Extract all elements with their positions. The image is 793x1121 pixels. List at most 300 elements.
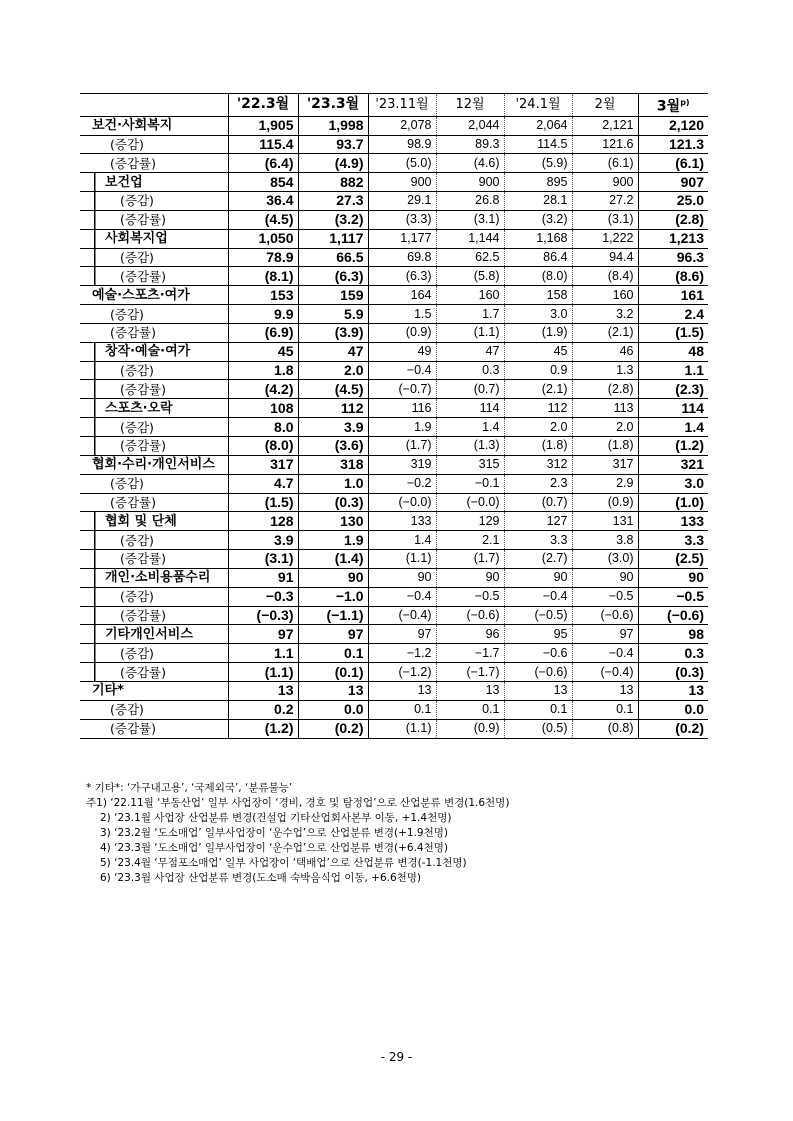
value-cell: (5.8) [436, 267, 504, 286]
value-cell: 1.9 [298, 531, 368, 550]
header-cell [298, 94, 368, 117]
row-label: (증감률) [80, 493, 228, 512]
value-cell: (−0.6) [572, 606, 638, 625]
value-cell: −0.5 [436, 587, 504, 606]
value-cell: 1.5 [368, 305, 436, 324]
footnote-line: 주1) ‘22.11월 ‘부동산업’ 일부 사업장이 ‘경비, 경호 및 탐정업’으로 산업분류 변경(1.6천명) [86, 797, 510, 809]
row-label: (증감) [80, 248, 228, 267]
row-label: (증감) [80, 700, 228, 719]
value-cell: 97 [368, 625, 436, 644]
table-row [80, 587, 708, 606]
table-row [80, 550, 708, 569]
value-cell: 95 [504, 625, 572, 644]
value-cell: (0.7) [504, 493, 572, 512]
value-cell: 2.1 [436, 531, 504, 550]
value-cell: 116 [368, 399, 436, 418]
value-cell: (1.9) [504, 323, 572, 342]
header-label: '24.1월 [515, 97, 561, 113]
value-cell: 1,222 [572, 229, 638, 248]
value-cell: 114.5 [504, 135, 572, 154]
value-cell: −0.4 [572, 644, 638, 663]
value-cell: 90 [368, 568, 436, 587]
row-label: (증감) [80, 418, 228, 437]
value-cell: (2.1) [572, 323, 638, 342]
value-cell: 9.9 [228, 305, 298, 324]
value-cell: (−0.7) [368, 380, 436, 399]
value-cell: (1.2) [638, 437, 708, 456]
row-label: 기타* [80, 681, 228, 700]
table-row [80, 493, 708, 512]
value-cell: (8.4) [572, 267, 638, 286]
value-cell: (1.3) [436, 437, 504, 456]
value-cell: 1.0 [298, 474, 368, 493]
value-cell: 1.4 [368, 531, 436, 550]
value-cell: 97 [298, 625, 368, 644]
value-cell: (−0.6) [436, 606, 504, 625]
table-row [80, 418, 708, 437]
value-cell: 2.0 [504, 418, 572, 437]
value-cell: (−0.0) [368, 493, 436, 512]
value-cell: 1,998 [298, 116, 368, 135]
row-label: (증감률) [80, 719, 228, 738]
value-cell: (2.8) [638, 210, 708, 229]
value-cell: 907 [638, 173, 708, 192]
row-label: (증감률) [80, 550, 228, 569]
value-cell: 112 [504, 399, 572, 418]
value-cell: (6.9) [228, 323, 298, 342]
value-cell: 321 [638, 455, 708, 474]
value-cell: (−0.4) [368, 606, 436, 625]
value-cell: 108 [228, 399, 298, 418]
value-cell: 3.0 [504, 305, 572, 324]
header-label: 2월 [594, 97, 616, 113]
table-row [80, 248, 708, 267]
value-cell: 27.2 [572, 192, 638, 211]
value-cell: 318 [298, 455, 368, 474]
table-row [80, 644, 708, 663]
row-label: 보건업 [80, 173, 228, 192]
value-cell: 315 [436, 455, 504, 474]
value-cell: 2.0 [298, 361, 368, 380]
value-cell: 1,177 [368, 229, 436, 248]
value-cell: 89.3 [436, 135, 504, 154]
value-cell: 98 [638, 625, 708, 644]
value-cell: (0.2) [298, 719, 368, 738]
value-cell: (0.2) [638, 719, 708, 738]
value-cell: (4.2) [228, 380, 298, 399]
value-cell: (2.7) [504, 550, 572, 569]
value-cell: 13 [228, 681, 298, 700]
value-cell: (0.5) [504, 719, 572, 738]
value-cell: 0.1 [368, 700, 436, 719]
value-cell: 91 [228, 568, 298, 587]
value-cell: 13 [504, 681, 572, 700]
value-cell: (0.9) [436, 719, 504, 738]
row-label: (증감) [80, 305, 228, 324]
value-cell: 47 [436, 342, 504, 361]
value-cell: (3.2) [298, 210, 368, 229]
footnote-line: 3) ‘23.2월 ‘도소매업’ 일부사업장이 ‘운수업’으로 산업분류 변경(+1.9천명) [100, 827, 448, 839]
table-row [80, 116, 708, 135]
value-cell: (0.3) [638, 663, 708, 682]
value-cell: 13 [298, 681, 368, 700]
value-cell: 1,117 [298, 229, 368, 248]
value-cell: −0.1 [436, 474, 504, 493]
value-cell: (4.9) [298, 154, 368, 173]
row-label: (증감률) [80, 267, 228, 286]
value-cell: −0.2 [368, 474, 436, 493]
value-cell: −0.3 [228, 587, 298, 606]
value-cell: −0.4 [368, 587, 436, 606]
value-cell: 121.6 [572, 135, 638, 154]
value-cell: 13 [638, 681, 708, 700]
value-cell: 2.0 [572, 418, 638, 437]
row-label: 기타개인서비스 [80, 625, 228, 644]
value-cell: 36.4 [228, 192, 298, 211]
value-cell: (−0.0) [436, 493, 504, 512]
value-cell: 130 [298, 512, 368, 531]
row-label: (증감률) [80, 663, 228, 682]
value-cell: 3.8 [572, 531, 638, 550]
value-cell: 900 [436, 173, 504, 192]
value-cell: 94.4 [572, 248, 638, 267]
table-row [80, 267, 708, 286]
value-cell: 128 [228, 512, 298, 531]
table-row [80, 380, 708, 399]
value-cell: 127 [504, 512, 572, 531]
value-cell: 48 [638, 342, 708, 361]
value-cell: (6.3) [298, 267, 368, 286]
value-cell: 5.9 [298, 305, 368, 324]
value-cell: 90 [504, 568, 572, 587]
row-label: (증감) [80, 192, 228, 211]
table-row [80, 700, 708, 719]
value-cell: (3.9) [298, 323, 368, 342]
value-cell: 113 [572, 399, 638, 418]
value-cell: −0.4 [368, 361, 436, 380]
value-cell: 1.4 [638, 418, 708, 437]
header-label: 12월 [455, 97, 485, 113]
value-cell: 160 [436, 286, 504, 305]
value-cell: −0.5 [572, 587, 638, 606]
value-cell: 2,078 [368, 116, 436, 135]
header-cell [572, 94, 638, 117]
table-row [80, 135, 708, 154]
value-cell: 27.3 [298, 192, 368, 211]
table-row [80, 192, 708, 211]
table-row [80, 531, 708, 550]
employment-table [80, 93, 708, 739]
value-cell: (0.9) [368, 323, 436, 342]
table-row [80, 286, 708, 305]
footnote-line: * 기타*: ‘가구내고용’, ‘국제외국’, ‘분류불능’ [86, 782, 293, 794]
value-cell: (8.1) [228, 267, 298, 286]
value-cell: 0.2 [228, 700, 298, 719]
value-cell: 0.1 [436, 700, 504, 719]
value-cell: 121.3 [638, 135, 708, 154]
value-cell: 2.4 [638, 305, 708, 324]
value-cell: (3.3) [368, 210, 436, 229]
row-label: 스포츠·오락 [80, 399, 228, 418]
value-cell: 854 [228, 173, 298, 192]
header-label: 3월 [656, 98, 681, 115]
value-cell: (6.3) [368, 267, 436, 286]
table-row [80, 399, 708, 418]
row-label: (증감) [80, 644, 228, 663]
row-label: (증감률) [80, 437, 228, 456]
header-label: '23.3월 [306, 96, 360, 113]
value-cell: 900 [368, 173, 436, 192]
value-cell: 28.1 [504, 192, 572, 211]
value-cell: 0.9 [504, 361, 572, 380]
value-cell: (−1.7) [436, 663, 504, 682]
value-cell: (2.3) [638, 380, 708, 399]
value-cell: (−0.5) [504, 606, 572, 625]
value-cell: 90 [298, 568, 368, 587]
value-cell: 1,905 [228, 116, 298, 135]
value-cell: (6.4) [228, 154, 298, 173]
value-cell: 1.9 [368, 418, 436, 437]
table-row [80, 512, 708, 531]
value-cell: 86.4 [504, 248, 572, 267]
table-row [80, 437, 708, 456]
value-cell: 45 [504, 342, 572, 361]
value-cell: (3.1) [436, 210, 504, 229]
value-cell: 1,168 [504, 229, 572, 248]
table-row [80, 455, 708, 474]
header-label: '22.3월 [236, 96, 290, 113]
value-cell: 882 [298, 173, 368, 192]
value-cell: 0.1 [298, 644, 368, 663]
value-cell: 25.0 [638, 192, 708, 211]
value-cell: (1.7) [368, 437, 436, 456]
value-cell: (1.8) [572, 437, 638, 456]
preliminary-mark: p) [680, 98, 690, 107]
value-cell: 3.3 [638, 531, 708, 550]
value-cell: (6.1) [638, 154, 708, 173]
value-cell: 13 [572, 681, 638, 700]
row-label: 사회복지업 [80, 229, 228, 248]
value-cell: 96 [436, 625, 504, 644]
value-cell: 2,121 [572, 116, 638, 135]
value-cell: 1.8 [228, 361, 298, 380]
value-cell: 164 [368, 286, 436, 305]
value-cell: (−1.2) [368, 663, 436, 682]
value-cell: 1.1 [228, 644, 298, 663]
header-label: '23.11월 [375, 97, 429, 113]
value-cell: 0.0 [298, 700, 368, 719]
page-number: - 29 - [380, 1050, 413, 1064]
value-cell: (3.0) [572, 550, 638, 569]
value-cell: 13 [368, 681, 436, 700]
value-cell: 3.9 [228, 531, 298, 550]
value-cell: 93.7 [298, 135, 368, 154]
value-cell: 3.9 [298, 418, 368, 437]
value-cell: 1,144 [436, 229, 504, 248]
value-cell: 0.1 [504, 700, 572, 719]
value-cell: 2.3 [504, 474, 572, 493]
value-cell: (0.8) [572, 719, 638, 738]
value-cell: 2,064 [504, 116, 572, 135]
value-cell: (1.4) [298, 550, 368, 569]
value-cell: (1.0) [638, 493, 708, 512]
value-cell: (2.5) [638, 550, 708, 569]
value-cell: 153 [228, 286, 298, 305]
value-cell: (−0.6) [638, 606, 708, 625]
row-label: (증감률) [80, 323, 228, 342]
value-cell: 3.0 [638, 474, 708, 493]
value-cell: (5.9) [504, 154, 572, 173]
value-cell: (2.8) [572, 380, 638, 399]
row-label: (증감률) [80, 606, 228, 625]
value-cell: 312 [504, 455, 572, 474]
value-cell: 1,050 [228, 229, 298, 248]
value-cell: 0.3 [638, 644, 708, 663]
value-cell: 115.4 [228, 135, 298, 154]
value-cell: 90 [572, 568, 638, 587]
table-row [80, 305, 708, 324]
footnote-line: 6) ‘23.3월 사업장 산업분류 변경(도소매 숙박음식업 이동, +6.6천명) [100, 872, 422, 884]
row-label: (증감) [80, 587, 228, 606]
row-label: (증감률) [80, 154, 228, 173]
row-label: 협회 및 단체 [80, 512, 228, 531]
value-cell: 1.4 [436, 418, 504, 437]
table-row [80, 342, 708, 361]
value-cell: 13 [436, 681, 504, 700]
value-cell: (4.5) [228, 210, 298, 229]
value-cell: (1.1) [368, 550, 436, 569]
value-cell: 47 [298, 342, 368, 361]
value-cell: 66.5 [298, 248, 368, 267]
value-cell: 96.3 [638, 248, 708, 267]
table-row [80, 173, 708, 192]
table-row [80, 474, 708, 493]
header-cell [638, 94, 708, 117]
value-cell: 1,213 [638, 229, 708, 248]
value-cell: (1.2) [228, 719, 298, 738]
header-cell [504, 94, 572, 117]
value-cell: 2.9 [572, 474, 638, 493]
value-cell: (3.6) [298, 437, 368, 456]
value-cell: (8.0) [228, 437, 298, 456]
value-cell: (1.1) [436, 323, 504, 342]
value-cell: (2.1) [504, 380, 572, 399]
value-cell: 1.7 [436, 305, 504, 324]
value-cell: 29.1 [368, 192, 436, 211]
value-cell: (3.2) [504, 210, 572, 229]
value-cell: (8.0) [504, 267, 572, 286]
value-cell: (3.1) [228, 550, 298, 569]
value-cell: 114 [436, 399, 504, 418]
value-cell: 1.3 [572, 361, 638, 380]
value-cell: 317 [572, 455, 638, 474]
row-label: (증감) [80, 474, 228, 493]
value-cell: (1.5) [228, 493, 298, 512]
row-label: (증감) [80, 135, 228, 154]
table-row [80, 210, 708, 229]
value-cell: 161 [638, 286, 708, 305]
value-cell: (−1.1) [298, 606, 368, 625]
value-cell: (0.7) [436, 380, 504, 399]
value-cell: (3.1) [572, 210, 638, 229]
value-cell: (0.9) [572, 493, 638, 512]
table-header-row [80, 94, 708, 117]
table-row [80, 681, 708, 700]
value-cell: 45 [228, 342, 298, 361]
value-cell: −1.7 [436, 644, 504, 663]
row-label: (증감) [80, 531, 228, 550]
value-cell: −1.0 [298, 587, 368, 606]
footnotes [86, 781, 726, 886]
row-label: (증감률) [80, 210, 228, 229]
table-row [80, 229, 708, 248]
value-cell: 319 [368, 455, 436, 474]
value-cell: 133 [368, 512, 436, 531]
value-cell: (4.5) [298, 380, 368, 399]
value-cell: 90 [436, 568, 504, 587]
table-row [80, 719, 708, 738]
value-cell: 62.5 [436, 248, 504, 267]
value-cell: 900 [572, 173, 638, 192]
value-cell: (6.1) [572, 154, 638, 173]
value-cell: (5.0) [368, 154, 436, 173]
footnote-line: 4) ‘23.3월 ‘도소매업’ 일부사업장이 ‘운수업’으로 산업분류 변경(+6.4천명) [100, 842, 448, 854]
value-cell: −0.6 [504, 644, 572, 663]
value-cell: 3.2 [572, 305, 638, 324]
value-cell: (−0.3) [228, 606, 298, 625]
value-cell: 98.9 [368, 135, 436, 154]
value-cell: (−0.6) [504, 663, 572, 682]
row-label: 창작·예술·여가 [80, 342, 228, 361]
header-blank [80, 94, 228, 117]
table-row [80, 154, 708, 173]
value-cell: 317 [228, 455, 298, 474]
row-label: (증감) [80, 361, 228, 380]
value-cell: 46 [572, 342, 638, 361]
value-cell: 160 [572, 286, 638, 305]
value-cell: 90 [638, 568, 708, 587]
value-cell: (1.5) [638, 323, 708, 342]
value-cell: 1.1 [638, 361, 708, 380]
header-cell [228, 94, 298, 117]
value-cell: 97 [228, 625, 298, 644]
value-cell: −1.2 [368, 644, 436, 663]
value-cell: (1.1) [228, 663, 298, 682]
value-cell: (0.3) [298, 493, 368, 512]
header-cell [436, 94, 504, 117]
value-cell: 133 [638, 512, 708, 531]
row-label: (증감률) [80, 380, 228, 399]
value-cell: (0.1) [298, 663, 368, 682]
row-label: 협회·수리·개인서비스 [80, 455, 228, 474]
row-label: 보건·사회복지 [80, 116, 228, 135]
value-cell: 26.8 [436, 192, 504, 211]
value-cell: −0.5 [638, 587, 708, 606]
footnote-line: 5) ‘23.4월 ‘무점포소매업’ 일부 사업장이 ‘택배업’으로 산업분류 변경(-1.1천명) [100, 857, 467, 869]
value-cell: 3.3 [504, 531, 572, 550]
value-cell: 4.7 [228, 474, 298, 493]
value-cell: 2,120 [638, 116, 708, 135]
row-label: 예술·스포츠·여가 [80, 286, 228, 305]
value-cell: (1.1) [368, 719, 436, 738]
value-cell: (1.8) [504, 437, 572, 456]
value-cell: 0.1 [572, 700, 638, 719]
value-cell: 0.3 [436, 361, 504, 380]
table-row [80, 606, 708, 625]
value-cell: 0.0 [638, 700, 708, 719]
value-cell: (1.7) [436, 550, 504, 569]
value-cell: 97 [572, 625, 638, 644]
